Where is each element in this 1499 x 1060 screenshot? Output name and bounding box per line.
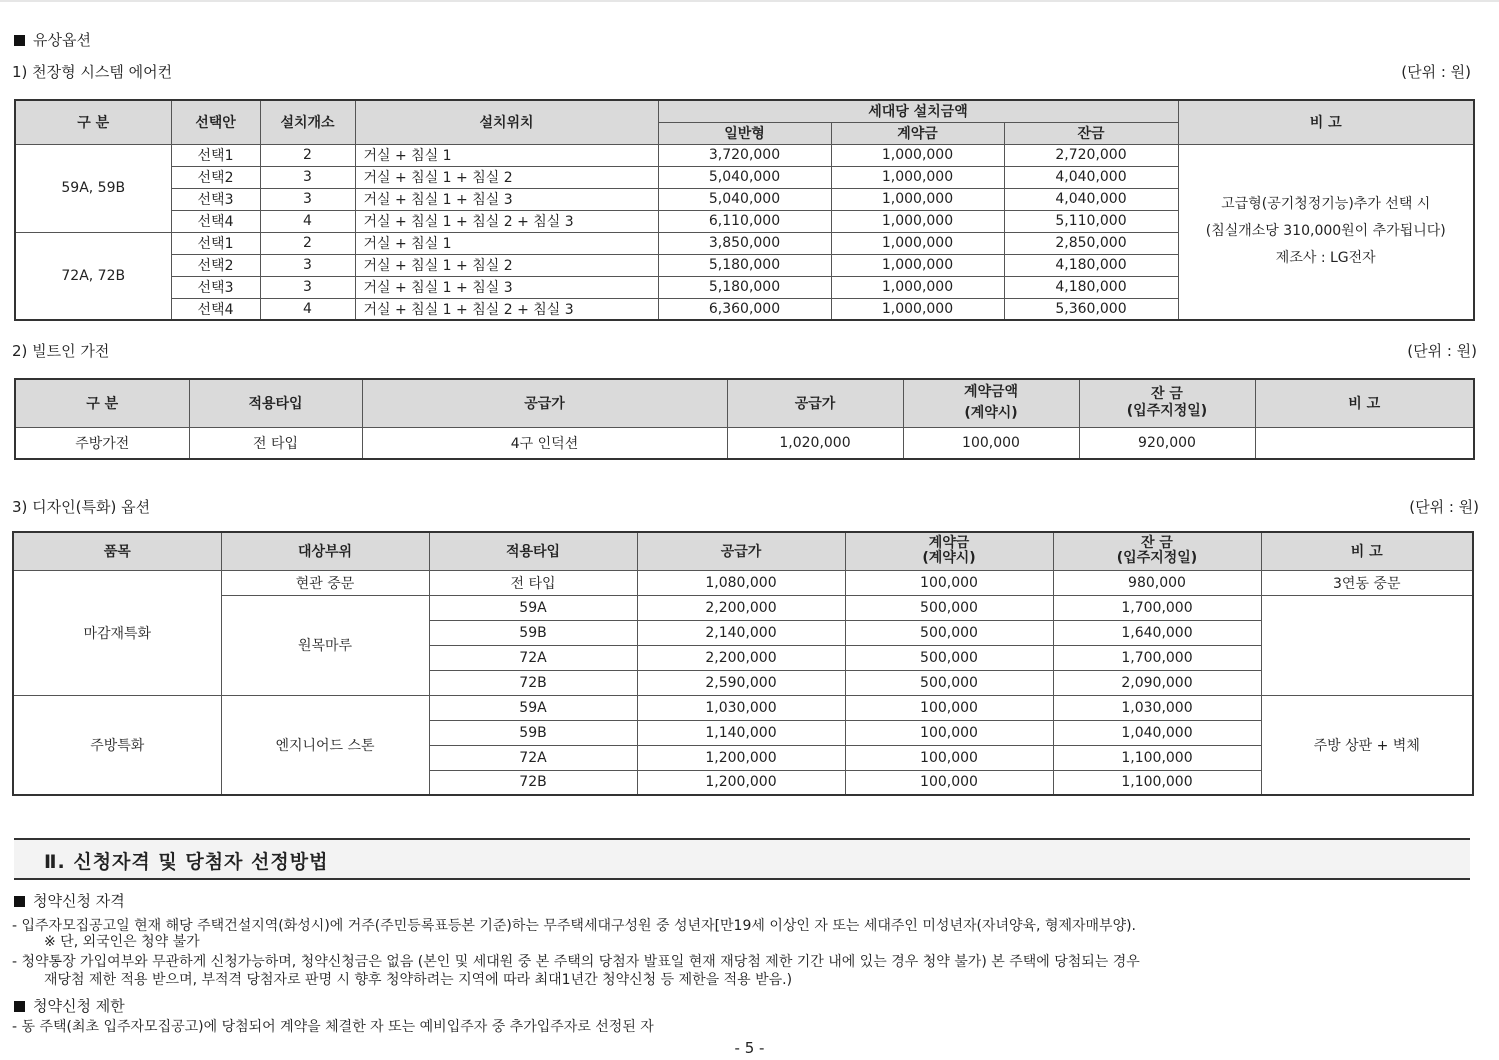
deposit-cell: 1,000,000 [831,188,1004,210]
type-cell: 59B [429,720,637,745]
general-price-cell: 5,180,000 [658,276,831,298]
count-cell: 2 [260,144,355,166]
header-line: (입주지정일) [1116,550,1198,567]
design-header-deposit [845,532,1053,570]
balance-cell: 4,040,000 [1004,188,1178,210]
aircon-header-general: 일반형 [658,122,831,144]
price-cell: 1,020,000 [727,427,903,459]
type-cell: 72A [429,645,637,670]
deposit-cell: 1,000,000 [831,144,1004,166]
general-price-cell: 5,040,000 [658,188,831,210]
builtin-header-deposit [903,379,1079,427]
design-header-type: 적용타입 [429,532,637,570]
table-row [15,144,1474,166]
design-header-part: 대상부위 [221,532,429,570]
count-cell: 4 [260,298,355,320]
location-cell: 거실 + 침실 1 [355,232,658,254]
deposit-cell: 1,000,000 [831,210,1004,232]
location-cell: 거실 + 침실 1 + 침실 3 [355,276,658,298]
aircon-table [14,99,1475,321]
type-cell: 59A [429,595,637,620]
remark-cell: 3연동 중문 [1261,570,1473,595]
aircon-header-option: 선택안 [171,100,260,144]
builtin-header-balance [1079,379,1255,427]
balance-cell: 1,030,000 [1053,695,1261,720]
design-header-balance [1053,532,1261,570]
design-unit: (단위 : 원) [1409,498,1479,516]
balance-cell: 1,700,000 [1053,595,1261,620]
type-cell: 72A [429,745,637,770]
balance-cell: 920,000 [1079,427,1255,459]
header-line: 계약금 [928,535,970,552]
option-cell: 선택1 [171,232,260,254]
finish-item-cell: 마감재특화 [13,570,221,695]
location-cell: 거실 + 침실 1 [355,144,658,166]
location-cell: 거실 + 침실 1 + 침실 2 + 침실 3 [355,210,658,232]
header-line: 잔 금 [1151,386,1183,403]
aircon-type-cell: 72A, 72B [15,232,171,320]
general-price-cell: 5,040,000 [658,166,831,188]
balance-cell: 4,180,000 [1004,276,1178,298]
balance-cell: 1,100,000 [1053,770,1261,795]
table-row [13,570,1473,595]
part-cell: 엔지니어드 스톤 [221,695,429,795]
design-table [12,531,1474,796]
qualification-note: ※ 단, 외국인은 청약 불가 [44,934,200,950]
remark-line: (침실개소당 310,000원이 추가됩니다) [1205,223,1446,240]
location-cell: 거실 + 침실 1 + 침실 2 + 침실 3 [355,298,658,320]
count-cell: 4 [260,210,355,232]
balance-cell: 1,040,000 [1053,720,1261,745]
builtin-unit: (단위 : 원) [1407,342,1477,360]
location-cell: 거실 + 침실 1 + 침실 2 [355,254,658,276]
table-row [13,595,1473,620]
price-cell: 2,140,000 [637,620,845,645]
deposit-cell: 1,000,000 [831,298,1004,320]
deposit-cell: 100,000 [845,570,1053,595]
section2-title: Ⅱ. 신청자격 및 당첨자 선정방법 [44,851,329,873]
deposit-cell: 1,000,000 [831,254,1004,276]
type-cell: 전 타입 [189,427,362,459]
part-cell: 현관 중문 [221,570,429,595]
builtin-header-category: 구 분 [15,379,189,427]
option-cell: 선택2 [171,166,260,188]
kitchen-item-cell: 주방특화 [13,695,221,795]
deposit-cell: 100,000 [845,745,1053,770]
square-bullet-icon [14,1001,25,1012]
category-cell: 주방가전 [15,427,189,459]
aircon-title: 1) 천장형 시스템 에어컨 [12,63,173,81]
balance-cell: 1,640,000 [1053,620,1261,645]
qualification-item-1: - 입주자모집공고일 현재 해당 주택건설지역(화성시)에 거주(주민등록표등본 기준)하는 무주택세대구성원 중 성년자[만19세 이상인 자 또는 세대주인 미성년자(자녀양육, 형제자매부양). [12,918,1137,934]
builtin-title: 2) 빌트인 가전 [12,342,110,360]
deposit-cell: 100,000 [845,770,1053,795]
builtin-header-item: 공급가 [362,379,727,427]
builtin-header-type: 적용타입 [189,379,362,427]
deposit-cell: 500,000 [845,670,1053,695]
builtin-table [14,378,1475,460]
general-price-cell: 3,850,000 [658,232,831,254]
remark-cell [1255,427,1474,459]
balance-cell: 2,090,000 [1053,670,1261,695]
type-cell: 전 타입 [429,570,637,595]
design-header-item: 품목 [13,532,221,570]
section2-title-bar [14,838,1470,880]
type-cell: 72B [429,670,637,695]
aircon-header-remark: 비 고 [1178,100,1474,144]
design-header-remark: 비 고 [1261,532,1473,570]
table-row [13,695,1473,720]
type-cell: 59B [429,620,637,645]
qualification-item-2: - 청약통장 가입여부와 무관하게 신청가능하며, 청약신청금은 없음 (본인 및 세대원 중 본 주택의 당첨자 발표일 현재 재당첨 제한 기간 내에 있는 경우 청약 불가) 본 주택에 당첨되는 경우 [12,954,1140,970]
deposit-cell: 100,000 [903,427,1079,459]
aircon-header-price-group: 세대당 설치금액 [658,100,1178,122]
price-cell: 1,200,000 [637,770,845,795]
option-cell: 선택4 [171,298,260,320]
balance-cell: 1,100,000 [1053,745,1261,770]
remark-line: 제조사 : LG전자 [1275,250,1376,267]
aircon-remark-cell [1178,144,1474,320]
square-bullet-icon [14,896,25,907]
remark-line: 고급형(공기청정기능)추가 선택 시 [1221,196,1431,213]
design-header-price: 공급가 [637,532,845,570]
deposit-cell: 1,000,000 [831,166,1004,188]
option-cell: 선택1 [171,144,260,166]
option-cell: 선택3 [171,188,260,210]
deposit-cell: 100,000 [845,720,1053,745]
general-price-cell: 6,110,000 [658,210,831,232]
top-rule [0,0,1499,2]
count-cell: 3 [260,276,355,298]
deposit-cell: 1,000,000 [831,276,1004,298]
deposit-cell: 500,000 [845,595,1053,620]
part-cell: 원목마루 [221,595,429,695]
header-line: (입주지정일) [1126,403,1208,420]
location-cell: 거실 + 침실 1 + 침실 2 [355,166,658,188]
count-cell: 3 [260,254,355,276]
general-price-cell: 6,360,000 [658,298,831,320]
balance-cell: 980,000 [1053,570,1261,595]
aircon-header-deposit: 계약금 [831,122,1004,144]
general-price-cell: 5,180,000 [658,254,831,276]
balance-cell: 5,110,000 [1004,210,1178,232]
qualification-heading: 청약신청 자격 [14,892,125,910]
deposit-cell: 500,000 [845,620,1053,645]
option-cell: 선택4 [171,210,260,232]
remark-cell: 주방 상판 + 벽체 [1261,695,1473,795]
aircon-unit: (단위 : 원) [1401,63,1471,81]
paid-option-heading: 유상옵션 [14,31,91,49]
price-cell: 1,030,000 [637,695,845,720]
count-cell: 3 [260,166,355,188]
balance-cell: 1,700,000 [1053,645,1261,670]
design-title: 3) 디자인(특화) 옵션 [12,498,151,516]
deposit-cell: 1,000,000 [831,232,1004,254]
deposit-cell: 100,000 [845,695,1053,720]
aircon-header-balance: 잔금 [1004,122,1178,144]
balance-cell: 2,720,000 [1004,144,1178,166]
price-cell: 1,080,000 [637,570,845,595]
option-cell: 선택3 [171,276,260,298]
header-line: (계약시) [922,550,976,567]
balance-cell: 4,180,000 [1004,254,1178,276]
page-number: - 5 - [734,1039,765,1057]
square-bullet-icon [14,35,25,46]
header-line: 계약금액 [963,384,1019,401]
price-cell: 2,200,000 [637,645,845,670]
restriction-item-1: - 동 주택(최초 입주자모집공고)에 당첨되어 계약을 체결한 자 또는 예비입주자 중 추가입주자로 선정된 자 [12,1019,654,1035]
restriction-heading: 청약신청 제한 [14,997,125,1015]
balance-cell: 2,850,000 [1004,232,1178,254]
builtin-header-price: 공급가 [727,379,903,427]
header-line: 잔 금 [1141,535,1173,552]
deposit-cell: 500,000 [845,645,1053,670]
type-cell: 59A [429,695,637,720]
aircon-header-count: 설치개소 [260,100,355,144]
price-cell: 2,590,000 [637,670,845,695]
aircon-type-cell: 59A, 59B [15,144,171,232]
header-line: (계약시) [964,405,1018,422]
type-cell: 72B [429,770,637,795]
remark-cell [1261,595,1473,695]
aircon-header-category: 구 분 [15,100,171,144]
general-price-cell: 3,720,000 [658,144,831,166]
balance-cell: 4,040,000 [1004,166,1178,188]
price-cell: 1,200,000 [637,745,845,770]
count-cell: 3 [260,188,355,210]
price-cell: 1,140,000 [637,720,845,745]
table-row [15,427,1474,459]
balance-cell: 5,360,000 [1004,298,1178,320]
item-cell: 4구 인덕션 [362,427,727,459]
option-cell: 선택2 [171,254,260,276]
aircon-header-location: 설치위치 [355,100,658,144]
location-cell: 거실 + 침실 1 + 침실 3 [355,188,658,210]
price-cell: 2,200,000 [637,595,845,620]
qualification-item-2-cont: 재당첨 제한 적용 받으며, 부적격 당첨자로 판명 시 향후 청약하려는 지역에 따라 최대1년간 청약신청 등 제한을 적용 받음.) [44,972,793,988]
count-cell: 2 [260,232,355,254]
builtin-header-remark: 비 고 [1255,379,1474,427]
